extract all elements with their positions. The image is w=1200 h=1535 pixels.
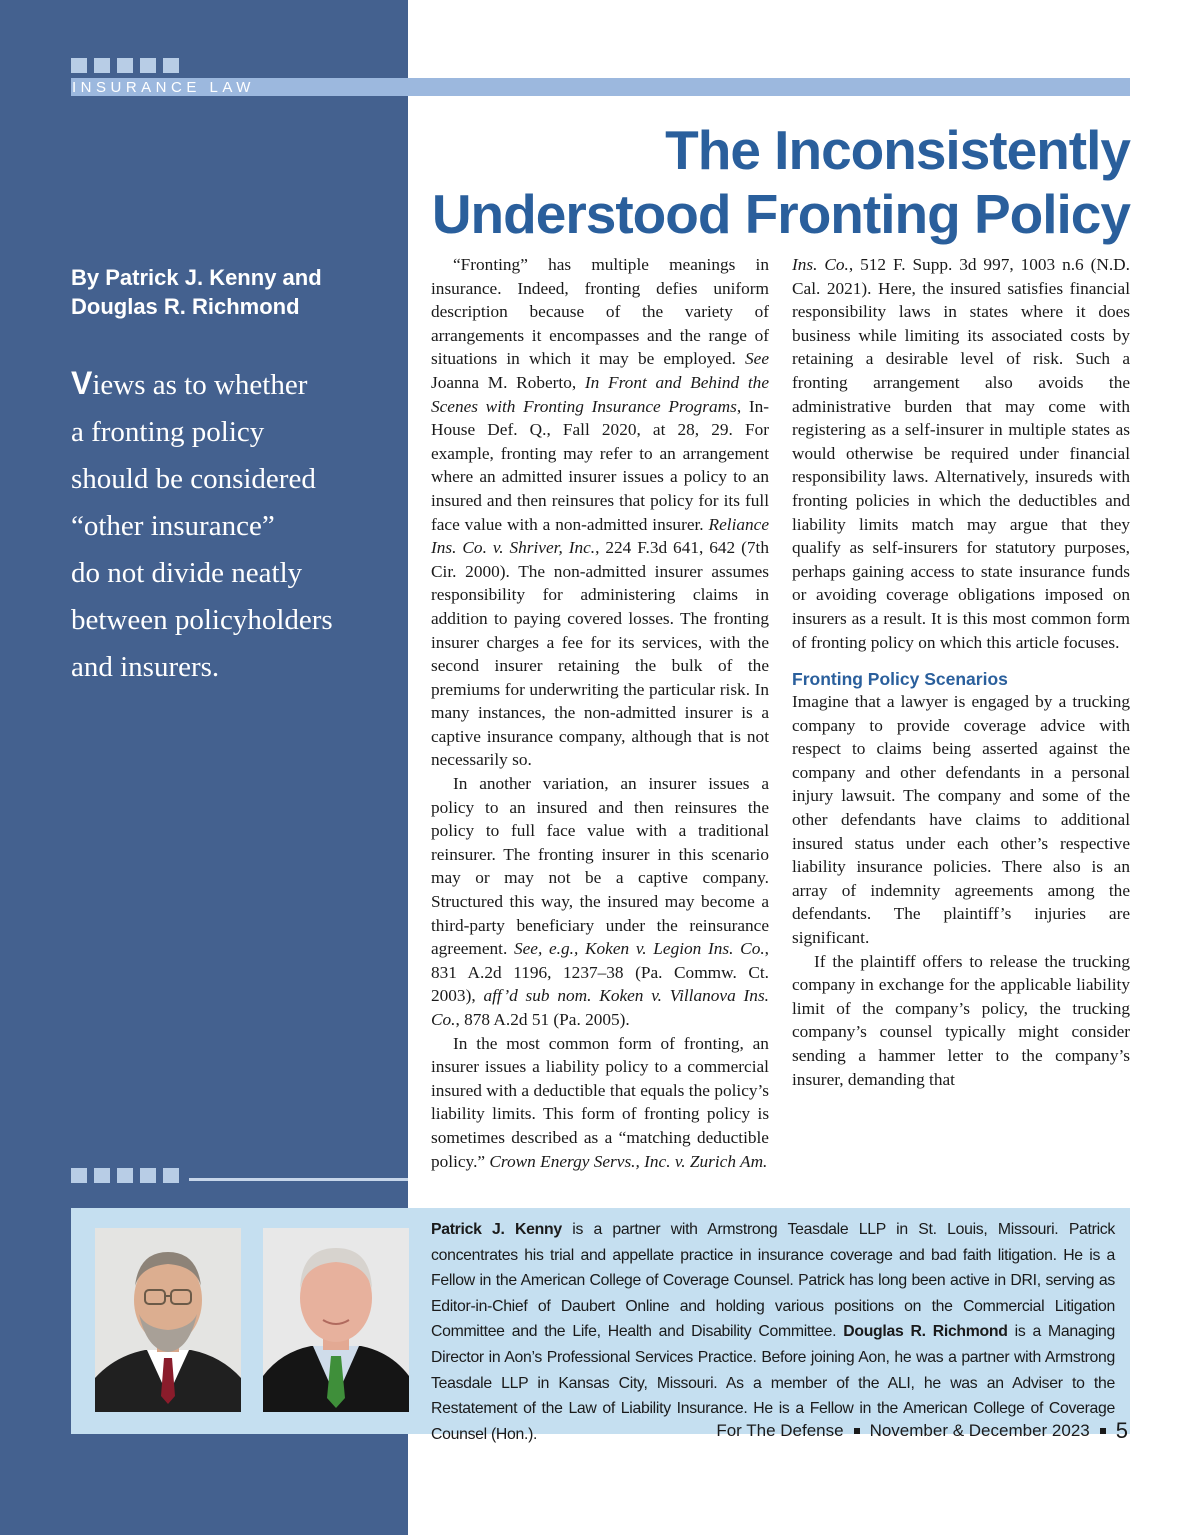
bio-text-richmond: is a Managing Director in Aon’s Professional Services Practice. Before joining Aon, he was a partner with Armstrong Teasdale LLP in Kansas City, Missouri. As a member of the ALI, he was an Adviser to the Restatement of the Law of Liability Insurance. He is a Fellow in the American College of Coverage Counsel (Hon.). [431,1323,1116,1443]
pullquote-line-6: between policyholders [71,604,333,636]
p1-case-name: Reliance Ins. Co. v. Shriver, Inc. [431,514,769,558]
footer-publication: For The Defense [716,1421,844,1440]
p2-text-e: , 878 A.2d 51 (Pa. 2005). [455,1010,630,1029]
byline-line-2: Douglas R. Richmond [71,294,300,319]
paragraph-3: In the most common form of fronting, an insurer issues a liability policy to a commercial insured with a deductible that equals the policy’s liability limits. This form of fronting policy is sometimes described as a “matching deductible policy.” Crown Energy Servs., Inc. v. Zurich Am. [431,1033,770,1171]
subheading: Fronting Policy Scenarios [792,669,1008,690]
bio-name-richmond: Douglas R. Richmond [843,1323,1008,1341]
section-label: INSURANCE LAW [72,79,255,96]
footer-separator-2 [1100,1428,1106,1434]
bio-name-kenny: Patrick J. Kenny [431,1221,562,1238]
pullquote-dropcap: V [71,365,93,401]
footer-separator-1 [854,1428,860,1434]
paragraph-1 [431,253,769,772]
author-photo-kenny [95,1228,241,1412]
p1-text-g: , 224 F.3d 641, 642 (7th Cir. 2000). The non-admitted insurer assumes responsibility for administering claims in addition to paying covered losses. The fronting insurer charges a fee for its services, with the second insurer retaining the bulk of the premiums for underwriting the particular risk. In many instances, the non-admitted insurer is a captive insurance company, although that is not necessarily so. [431,538,769,770]
p2-text-c: , 831 A.2d 1196, 1237–38 (Pa. Commw. Ct. 2003), [431,939,769,1006]
page-number: 5 [1115,1418,1128,1443]
pullquote-line-5: do not divide neatly [71,557,303,589]
decorative-rule-bottom [189,1178,408,1181]
byline-line-1: By Patrick J. Kenny and [71,265,322,290]
p2-text-a: In another variation, an insurer issues a policy to an insured and then reinsures the policy to full face value with a traditional reinsurer. The fronting insurer in this scenario may or may not be a captive company. Structured this way, the insured may become a third-party beneficiary under the reinsurance agreement. [431,774,769,959]
decorative-squares-top [71,58,179,73]
p1-text-a: “Fronting” has multiple meanings in insurance. Indeed, fronting defies uniform description because of the variety of arrangements it encompasses and the range of situations in which it may be employed. [431,255,769,369]
paragraph-5: If the plaintiff offers to release the trucking company in exchange for the applicable liability limit of the company’s policy, the trucking company’s counsel typically might consider sending a hammer letter to the company’s insurer, demanding that [792,951,1130,1089]
decorative-squares-bottom [71,1168,179,1183]
p1-text-c: Joanna M. Roberto, [431,372,585,392]
author-bio-box [71,1208,1130,1443]
author-bio-text [431,1217,1115,1447]
p2-case-name: See, e.g., Koken v. Legion Ins. Co. [514,939,765,959]
bio-text-kenny: is a partner with Armstrong Teasdale LLP in St. Louis, Missouri. Patrick concentrates his trial and appellate practice in insurance coverage and bad faith litigation. He is a Fellow in the American College of Coverage Counsel. Patrick has long been active in DRI, serving as Editor-in-Chief of Daubert Online and holding various positions on the Commercial Litigation Committee and the Life, Health and Disability Committee. [431,1221,1115,1341]
p2-subsequent-history: aff’d sub nom. Koken v. Villanova Ins. Co. [431,986,769,1029]
pullquote-line-1 [71,360,391,409]
pullquote-line-3: should be considered [71,463,316,495]
paragraph-4: Imagine that a lawyer is engaged by a trucking company to provide coverage advice with respect to claims being asserted against the company and other defendants in a personal injury lawsuit. The company and some of the other defendants have claims to additional insured status under each other’s respective liability insurance policies. There also is an array of indemnity agreements among the defendants. The plaintiff’s injuries are significant. [792,692,1130,948]
title-line-1: The Inconsistently [665,119,1130,181]
pullquote-line-2: a fronting policy [71,416,265,448]
p1-text-e: , In-House Def. Q., Fall 2020, at 28, 29. For example, fronting may refer to an arrangement where an admitted insurer issues a policy to an insured and then reinsures that policy for its full face value with a non-admitted insurer. [431,396,769,534]
paragraph-3-continued: Ins. Co., 512 F. Supp. 3d 997, 1003 n.6 (N.D. Cal. 2021). Here, the insured satisfies financial responsibility laws in states where it does business while limiting its associated costs by retaining a desirable level of risk. Such a fronting arrangement also avoids the administrative burden that may come with registering as a self-insurer in multiple states as would otherwise be required under financial responsibility laws. Alternatively, insureds with fronting policies in which the deductibles and liability limits match may argue that they qualify as self-insurers for statutory purposes, perhaps gaining access to state insurance funds or avoiding coverage obligations imposed on insurers as a result. It is this most common form of fronting policy on which this article focuses. [792,255,1131,652]
p1-citation-title: In Front and Behind the Scenes with Fronting Insurance Programs [431,372,769,416]
article-column-1 [431,253,769,1173]
pullquote-line-4: “other insurance” [71,510,275,542]
page-footer [716,1418,1128,1444]
pullquote [71,360,391,691]
p1-signal: See [745,349,769,369]
article-title [432,118,1130,246]
paragraph-2 [431,772,769,1032]
author-photo-richmond [263,1228,409,1412]
pullquote-line-7: and insurers. [71,651,220,683]
pullquote-line-1-text: iews as to whether [92,369,308,401]
article-column-2 [792,253,1130,1091]
byline [71,263,322,321]
footer-issue: November & December 2023 [869,1421,1090,1440]
title-line-2: Understood Fronting Policy [431,183,1130,245]
